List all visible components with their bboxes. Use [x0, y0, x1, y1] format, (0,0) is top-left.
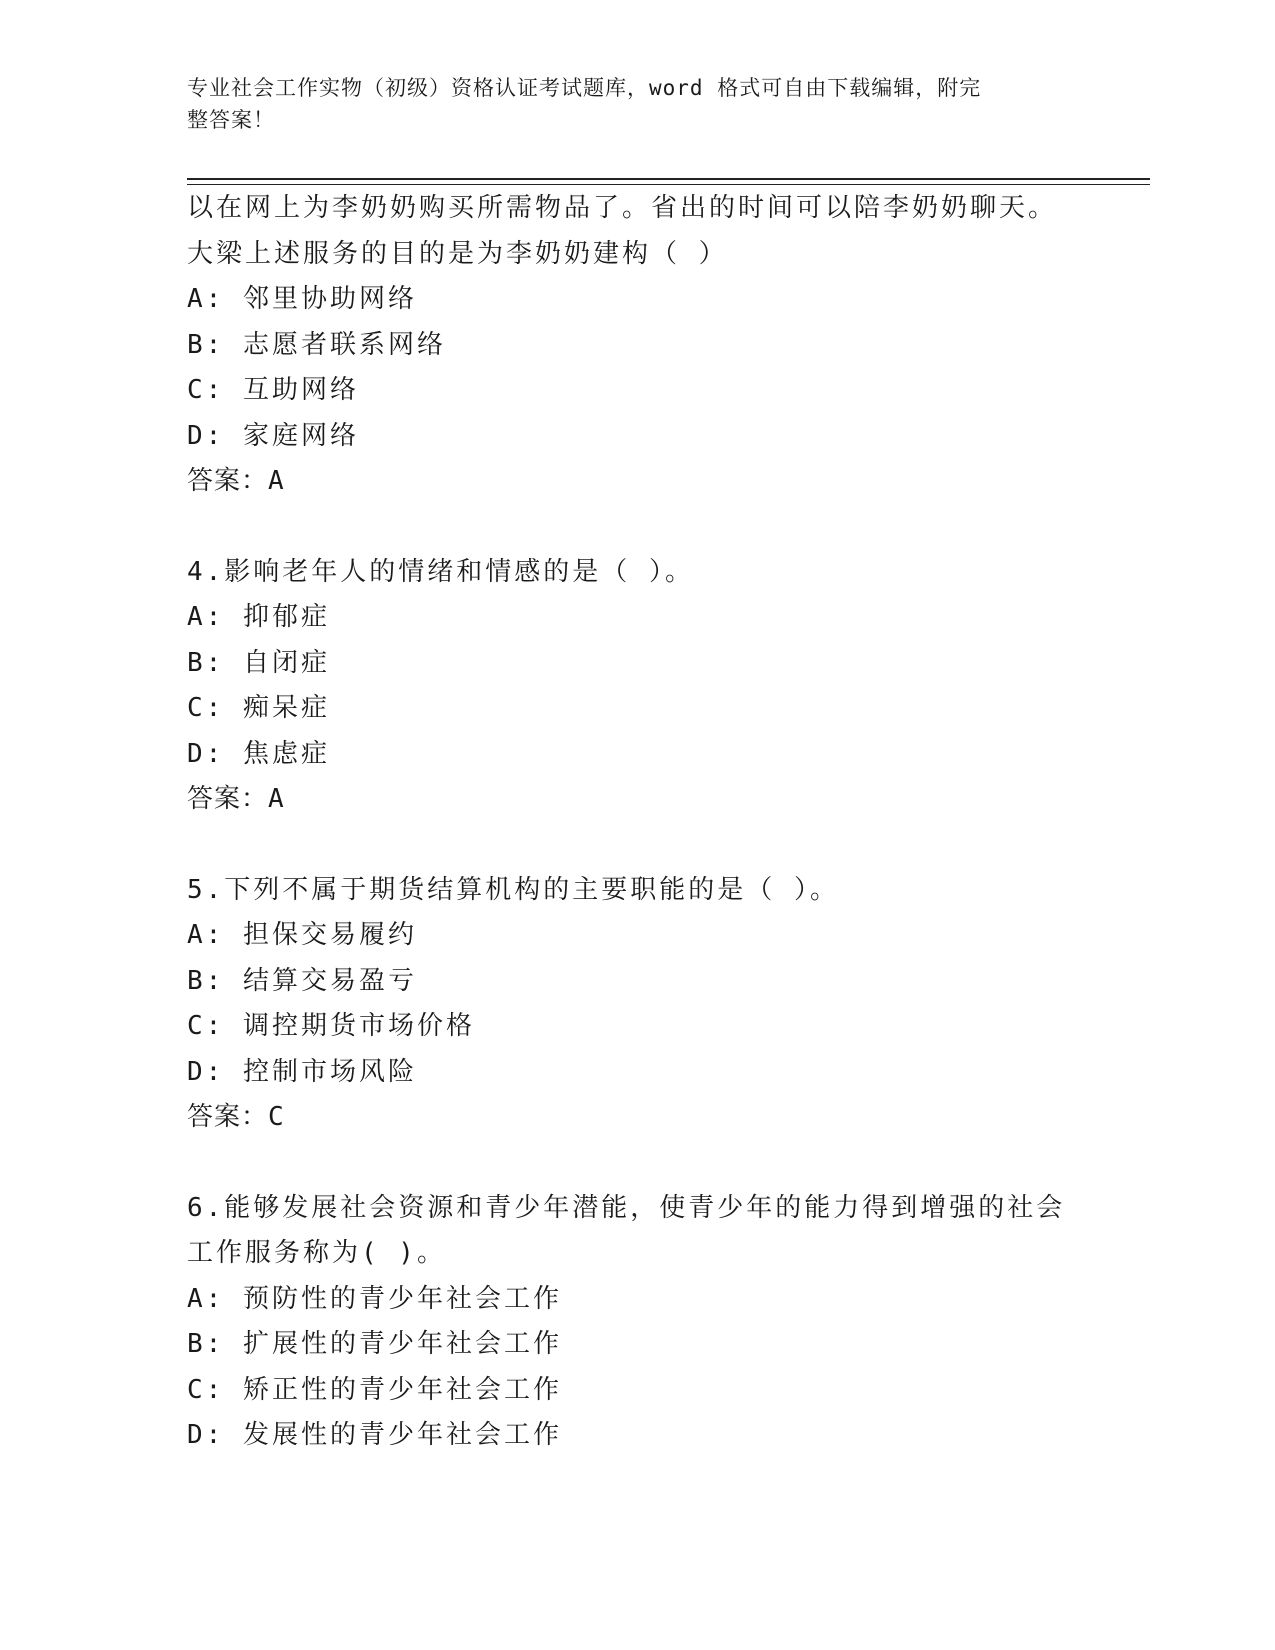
answer-line: 答案：C: [187, 1102, 285, 1132]
question-4-block: [187, 550, 1087, 823]
question-3-continuation-2: 大梁上述服务的目的是为李奶奶建构（ ）: [187, 238, 728, 269]
header-line-1: 专业社会工作实物（初级）资格认证考试题库，word 格式可自由下载编辑，附完: [187, 76, 982, 100]
question-4-text: 4.影响老年人的情绪和情感的是（ ）。: [187, 556, 694, 587]
spacer: [187, 823, 1087, 868]
question-5-text: 5.下列不属于期货结算机构的主要职能的是（ ）。: [187, 874, 839, 905]
question-6-block: [187, 1186, 1087, 1459]
question-5-block: [187, 868, 1087, 1141]
option-d: D: 发展性的青少年社会工作: [187, 1420, 562, 1450]
option-a: A: 预防性的青少年社会工作: [187, 1283, 562, 1314]
option-a: A: 抑郁症: [187, 602, 330, 632]
header-divider-bottom: [187, 184, 1150, 185]
header-divider-top: [187, 178, 1150, 180]
spacer: [187, 505, 1087, 550]
question-list: [187, 186, 1087, 1459]
spacer: [187, 1141, 1087, 1186]
option-b: B: 自闭症: [187, 647, 330, 678]
option-b: B: 结算交易盈亏: [187, 965, 417, 996]
option-c: C: 互助网络: [187, 375, 359, 405]
document-header: [187, 72, 1067, 136]
option-c: C: 调控期货市场价格: [187, 1011, 475, 1041]
option-b: B: 志愿者联系网络: [187, 329, 446, 360]
option-d: D: 家庭网络: [187, 420, 359, 451]
option-d: D: 控制市场风险: [187, 1056, 417, 1087]
question-6-text-2: 工作服务称为( )。: [187, 1238, 446, 1268]
option-d: D: 焦虑症: [187, 738, 330, 769]
option-c: C: 痴呆症: [187, 693, 330, 723]
option-c: C: 矫正性的青少年社会工作: [187, 1374, 562, 1405]
answer-line: 答案：A: [187, 784, 285, 814]
option-a: A: 担保交易履约: [187, 920, 417, 950]
question-3-continuation-1: 以在网上为李奶奶购买所需物品了。省出的时间可以陪李奶奶聊天。: [187, 193, 1058, 223]
answer-line: 答案：A: [187, 466, 285, 496]
option-a: A: 邻里协助网络: [187, 284, 417, 314]
header-line-2: 整答案！: [187, 108, 275, 132]
question-3-block: [187, 186, 1087, 505]
question-6-text-1: 6.能够发展社会资源和青少年潜能，使青少年的能力得到增强的社会: [187, 1192, 1066, 1223]
option-b: B: 扩展性的青少年社会工作: [187, 1329, 562, 1359]
